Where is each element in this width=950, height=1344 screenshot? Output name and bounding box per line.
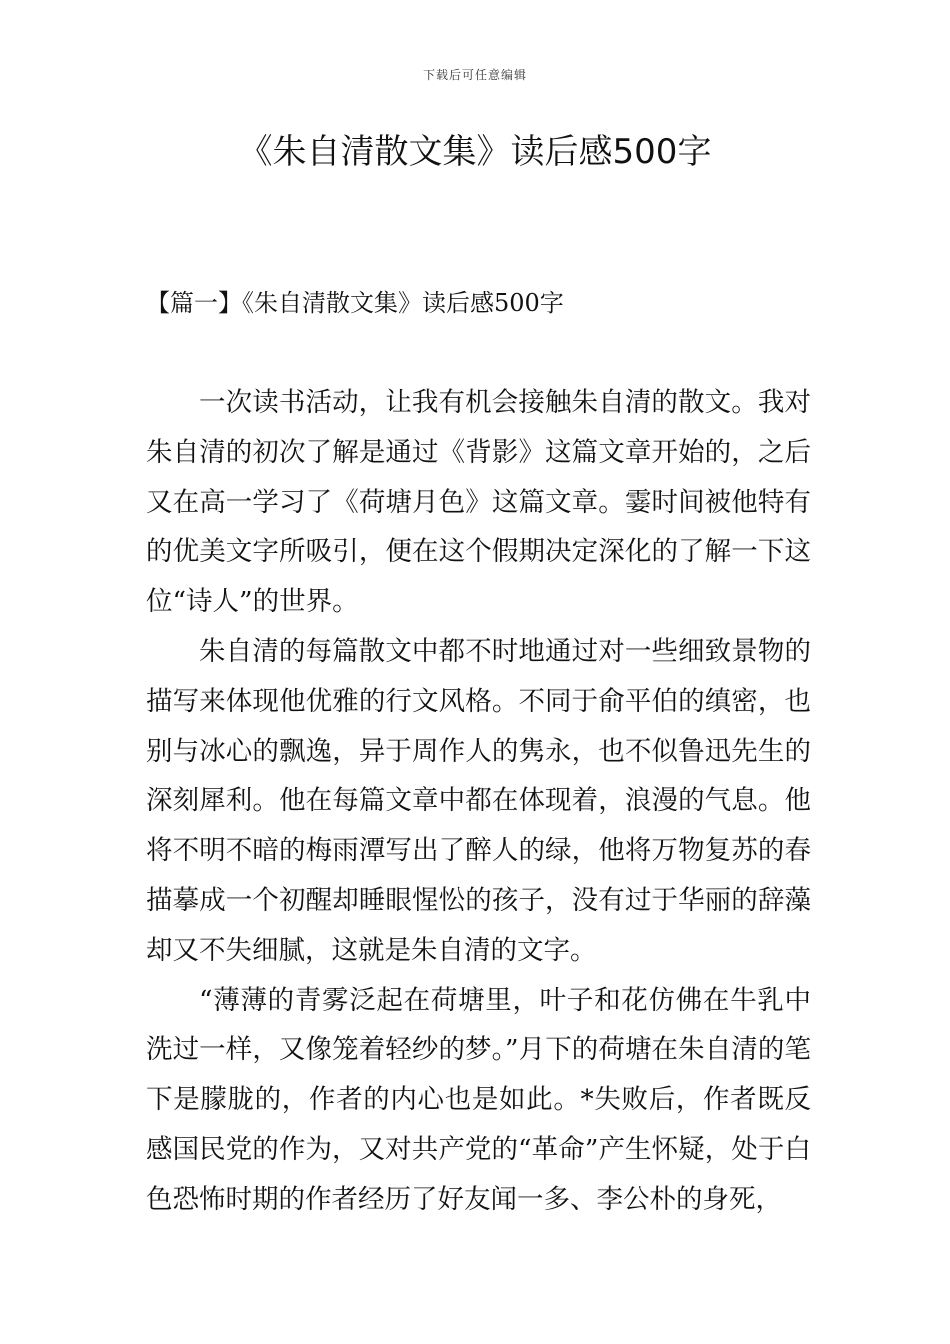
body-text bbox=[146, 378, 811, 1225]
section-heading: 【篇一】《朱自清散文集》读后感500字 bbox=[146, 289, 564, 317]
paragraph-2: 朱自清的每篇散文中都不时地通过对一些细致景物的描写来体现他优雅的行文风格。不同于俞平伯的缜密，也别与冰心的飘逸，异于周作人的隽永，也不似鲁迅先生的深刻犀利。他在每篇文章中都在体现着，浪漫的气息。他将不明不暗的梅雨潭写出了醉人的绿，他将万物复苏的春描摹成一个初醒却睡眼惺忪的孩子，没有过于华丽的辞藻却又不失细腻，这就是朱自清的文字。 bbox=[146, 635, 811, 966]
header-note: 下载后可任意编辑 bbox=[422, 68, 527, 82]
paragraph-1: 一次读书活动，让我有机会接触朱自清的散文。我对朱自清的初次了解是通过《背影》这篇文章开始的，之后又在高一学习了《荷塘月色》这篇文章。霎时间被他特有的优美文字所吸引，便在这个假期决定深化的了解一下这位“诗人”的世界。 bbox=[146, 387, 811, 618]
paragraph-3: “薄薄的青雾泛起在荷塘里，叶子和花仿佛在牛乳中洗过一样，又像笼着轻纱的梦。”月下的荷塘在朱自清的笔下是朦胧的，作者的内心也是如此。*失败后，作者既反感国民党的作为，又对共产党的“革命”产生怀疑，处于白色恐怖时期的作者经历了好友闻一多、李公朴的身死， bbox=[146, 984, 811, 1215]
document-title: 《朱自清散文集》读后感500字 bbox=[238, 132, 712, 172]
